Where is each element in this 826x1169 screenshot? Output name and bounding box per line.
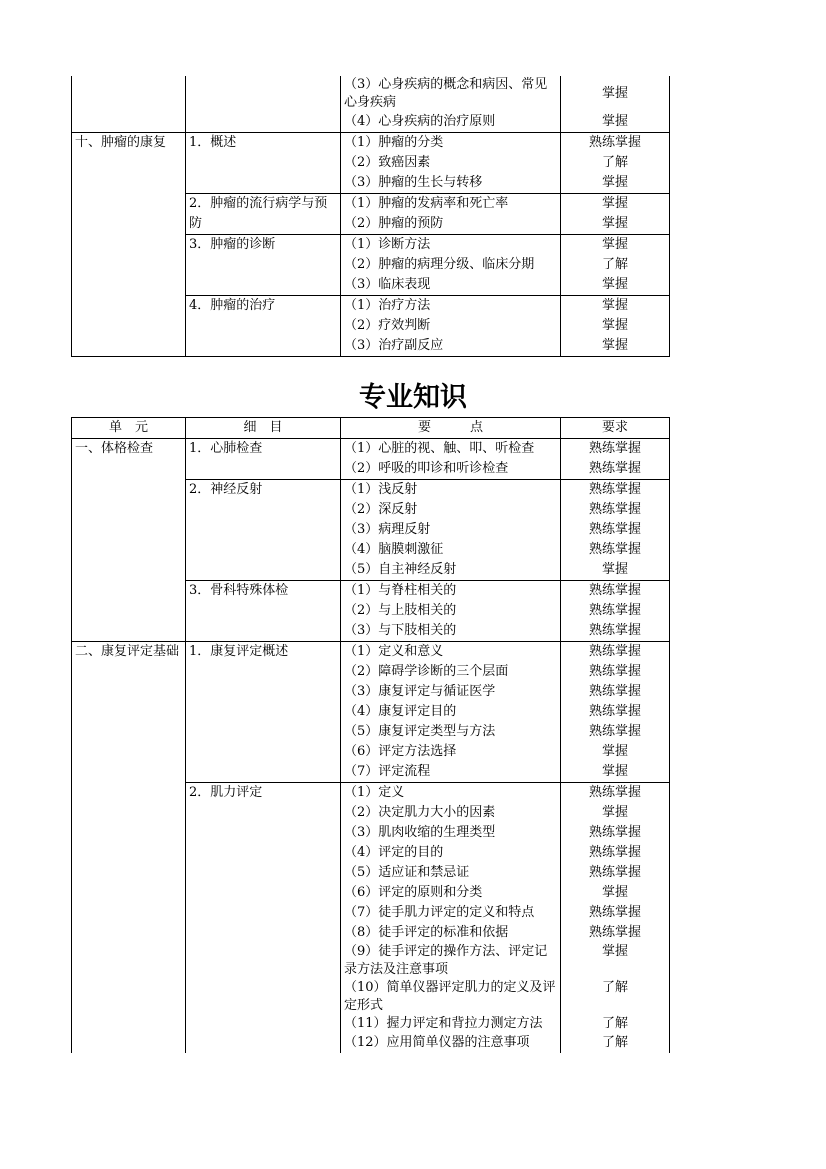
requirement-cell: 熟练掌握 (561, 642, 670, 663)
point-cell: （9）徒手评定的操作方法、评定记录方法及注意事项 (341, 943, 561, 979)
requirement-cell: 熟练掌握 (561, 621, 670, 642)
item-cell: 2．肿瘤的流行病学与预防 (186, 194, 341, 235)
requirement-cell: 掌握 (561, 112, 670, 133)
unit-cell: 二、康复评定基础 (72, 642, 186, 1054)
point-cell: （6）评定的原则和分类 (341, 883, 561, 903)
point-cell: （10）简单仪器评定肌力的定义及评定形式 (341, 979, 561, 1015)
requirement-cell: 掌握 (561, 943, 670, 979)
requirement-cell: 熟练掌握 (561, 480, 670, 501)
item-cell (186, 76, 341, 133)
point-cell: （2）肿瘤的预防 (341, 214, 561, 235)
point-cell: （2）深反射 (341, 500, 561, 520)
point-cell: （2）障碍学诊断的三个层面 (341, 662, 561, 682)
requirement-cell: 熟练掌握 (561, 601, 670, 621)
requirement-cell: 掌握 (561, 275, 670, 296)
point-cell: （1）浅反射 (341, 480, 561, 501)
requirement-cell: 熟练掌握 (561, 682, 670, 702)
requirement-cell: 熟练掌握 (561, 520, 670, 540)
point-cell: （5）康复评定类型与方法 (341, 722, 561, 742)
point-cell: （6）评定方法选择 (341, 742, 561, 762)
requirement-cell: 掌握 (561, 194, 670, 215)
requirement-cell: 掌握 (561, 803, 670, 823)
point-cell: （3）心身疾病的概念和病因、常见心身疾病 (341, 76, 561, 112)
requirement-cell: 了解 (561, 1033, 670, 1053)
requirement-cell: 熟练掌握 (561, 459, 670, 480)
requirement-cell: 熟练掌握 (561, 500, 670, 520)
point-cell: （1）肿瘤的分类 (341, 133, 561, 154)
table-row (72, 76, 670, 112)
point-cell: （5）适应证和禁忌证 (341, 863, 561, 883)
header-unit: 单 元 (72, 418, 186, 439)
requirement-cell: 熟练掌握 (561, 722, 670, 742)
requirement-cell: 熟练掌握 (561, 540, 670, 560)
point-cell: （1）定义和意义 (341, 642, 561, 663)
point-cell: （1）与脊柱相关的 (341, 581, 561, 602)
table-header-row (72, 418, 670, 439)
point-cell: （3）肿瘤的生长与转移 (341, 173, 561, 194)
requirement-cell: 掌握 (561, 762, 670, 783)
header-requirement: 要求 (561, 418, 670, 439)
requirement-cell: 掌握 (561, 214, 670, 235)
requirement-cell: 熟练掌握 (561, 843, 670, 863)
item-cell: 1．概述 (186, 133, 341, 194)
unit-cell (72, 76, 186, 133)
requirement-cell: 熟练掌握 (561, 923, 670, 943)
requirement-cell: 熟练掌握 (561, 662, 670, 682)
unit-cell: 一、体格检查 (72, 439, 186, 642)
point-cell: （2）致癌因素 (341, 153, 561, 173)
table-row (72, 439, 670, 460)
requirement-cell: 掌握 (561, 316, 670, 336)
point-cell: （4）评定的目的 (341, 843, 561, 863)
requirement-cell: 了解 (561, 255, 670, 275)
point-cell: （2）决定肌力大小的因素 (341, 803, 561, 823)
requirement-cell: 熟练掌握 (561, 903, 670, 923)
item-cell: 1．心肺检查 (186, 439, 341, 480)
item-cell: 1．康复评定概述 (186, 642, 341, 783)
section-title: 专业知识 (359, 382, 467, 413)
requirement-cell: 熟练掌握 (561, 702, 670, 722)
point-cell: （1）肿瘤的发病率和死亡率 (341, 194, 561, 215)
point-cell: （5）自主神经反射 (341, 560, 561, 581)
point-cell: （4）脑膜刺激征 (341, 540, 561, 560)
professional-knowledge-table (71, 417, 670, 1053)
requirement-cell: 掌握 (561, 336, 670, 357)
header-point: 要 点 (341, 418, 561, 439)
rehab-tumor-table (71, 76, 670, 357)
requirement-cell: 熟练掌握 (561, 783, 670, 804)
item-cell: 2．神经反射 (186, 480, 341, 581)
point-cell: （7）徒手肌力评定的定义和特点 (341, 903, 561, 923)
requirement-cell: 熟练掌握 (561, 863, 670, 883)
item-cell: 3．骨科特殊体检 (186, 581, 341, 642)
requirement-cell: 掌握 (561, 883, 670, 903)
point-cell: （2）疗效判断 (341, 316, 561, 336)
requirement-cell: 熟练掌握 (561, 581, 670, 602)
point-cell: （1）治疗方法 (341, 296, 561, 317)
requirement-cell: 掌握 (561, 76, 670, 112)
point-cell: （3）肌肉收缩的生理类型 (341, 823, 561, 843)
point-cell: （3）临床表现 (341, 275, 561, 296)
point-cell: （8）徒手评定的标准和依据 (341, 923, 561, 943)
point-cell: （2）与上肢相关的 (341, 601, 561, 621)
requirement-cell: 掌握 (561, 173, 670, 194)
requirement-cell: 熟练掌握 (561, 133, 670, 154)
point-cell: （1）心脏的视、触、叩、听检查 (341, 439, 561, 460)
requirement-cell: 掌握 (561, 296, 670, 317)
table-row (72, 133, 670, 154)
point-cell: （1）诊断方法 (341, 235, 561, 256)
point-cell: （2）呼吸的叩诊和听诊检查 (341, 459, 561, 480)
item-cell: 3．肿瘤的诊断 (186, 235, 341, 296)
item-cell: 2．肌力评定 (186, 783, 341, 1054)
header-item: 细 目 (186, 418, 341, 439)
unit-cell: 十、肿瘤的康复 (72, 133, 186, 357)
point-cell: （4）心身疾病的治疗原则 (341, 112, 561, 133)
requirement-cell: 了解 (561, 153, 670, 173)
point-cell: （1）定义 (341, 783, 561, 804)
requirement-cell: 掌握 (561, 235, 670, 256)
item-cell: 4．肿瘤的治疗 (186, 296, 341, 357)
point-cell: （3）治疗副反应 (341, 336, 561, 357)
point-cell: （11）握力评定和背拉力测定方法 (341, 1015, 561, 1033)
requirement-cell: 了解 (561, 1015, 670, 1033)
requirement-cell: 了解 (561, 979, 670, 1015)
requirement-cell: 熟练掌握 (561, 439, 670, 460)
point-cell: （7）评定流程 (341, 762, 561, 783)
point-cell: （3）与下肢相关的 (341, 621, 561, 642)
point-cell: （3）病理反射 (341, 520, 561, 540)
point-cell: （4）康复评定目的 (341, 702, 561, 722)
point-cell: （2）肿瘤的病理分级、临床分期 (341, 255, 561, 275)
requirement-cell: 掌握 (561, 742, 670, 762)
point-cell: （12）应用简单仪器的注意事项 (341, 1033, 561, 1053)
requirement-cell: 掌握 (561, 560, 670, 581)
table-row (72, 642, 670, 663)
point-cell: （3）康复评定与循证医学 (341, 682, 561, 702)
requirement-cell: 熟练掌握 (561, 823, 670, 843)
